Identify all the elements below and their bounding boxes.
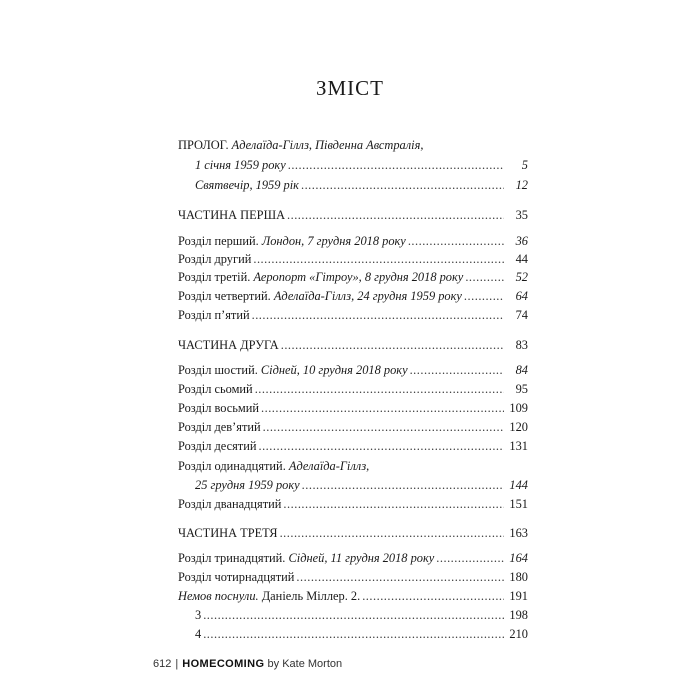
toc-page-number: 191 [509,589,528,603]
toc-page-number: 83 [515,338,528,352]
toc-entry-title [178,525,278,542]
toc-leader-dots [203,607,504,624]
toc-page-number: 164 [509,551,528,565]
toc-leader-dots [255,381,504,398]
toc-entry [178,569,528,586]
toc-entry [178,288,528,305]
toc-entry [178,477,528,494]
footer-author: by Kate Morton [267,658,343,670]
table-of-contents [178,0,528,700]
toc-leader-dots [301,177,504,194]
toc-entry-title [178,419,261,436]
footer-book-title: HOMECOMING [182,658,265,670]
toc-leader-dots [287,207,504,224]
toc-entry-title [178,381,253,398]
toc-entry-title [178,588,360,605]
toc-leader-dots [283,496,504,513]
toc-leader-dots [263,419,504,436]
toc-leader-dots [280,525,504,542]
toc-entry [178,137,528,154]
toc-entry [178,233,528,250]
toc-entry-label: Розділ тринадцятий. [178,551,286,565]
toc-entry-title [178,251,251,268]
toc-leader-dots [288,157,504,174]
toc-page-number: 44 [515,252,528,266]
toc-entry-subtitle: Немов поснули. [178,589,259,603]
toc-page-number: 12 [515,178,528,192]
toc-entry-title [178,207,285,224]
toc-entry-label: Розділ сьомий [178,382,253,396]
toc-entry-label: Розділ четвертий. [178,289,271,303]
toc-entry-title [178,550,434,567]
toc-entry [178,400,528,417]
toc-entry-title [178,157,286,174]
toc-entry-label: Розділ шостий. [178,363,258,377]
toc-entry [178,626,528,643]
toc-page-number: 210 [509,627,528,641]
toc-entry [178,550,528,567]
toc-entry-title [178,233,406,250]
toc-entry [178,269,528,286]
toc-entry [178,458,528,475]
toc-entry-subtitle: Аделаїда-Гіллз, Південна Австралія, [231,138,424,152]
toc-page-number: 180 [509,570,528,584]
toc-page-number: 64 [515,289,528,303]
toc-entry-label: ЧАСТИНА ТРЕТЯ [178,526,278,540]
toc-entry-label: Розділ одинадцятий. [178,459,286,473]
toc-entry-subtitle: Сідней, 11 грудня 2018 року [288,551,435,565]
toc-leader-dots [362,588,504,605]
toc-entry-title [178,626,201,643]
toc-page-number: 151 [509,497,528,511]
toc-entry [178,177,528,194]
toc-entry-subtitle: Сідней, 10 грудня 2018 року [260,363,408,377]
toc-page-number: 198 [509,608,528,622]
toc-entry-title [178,477,300,494]
toc-entry-label: Розділ другий [178,252,252,266]
toc-page-number: 144 [509,478,528,492]
toc-page-number: 163 [509,526,528,540]
toc-page-number: 131 [509,439,528,453]
toc-entry-label: Розділ перший. [178,234,259,248]
toc-entry [178,157,528,174]
toc-page-number: 95 [515,382,528,396]
toc-entry-subtitle: Аделаїда-Гіллз, 24 грудня 1959 року [273,289,462,303]
toc-entry-title [178,569,294,586]
toc-entry [178,381,528,398]
toc-entry-subtitle: Аделаїда-Гіллз, [288,459,370,473]
footer-separator: | [175,658,179,670]
toc-entry [178,337,528,354]
toc-entry [178,588,528,605]
toc-entry-label: Розділ десятий [178,439,257,453]
toc-page-number: 120 [509,420,528,434]
toc-leader-dots [261,400,504,417]
toc-leader-dots [258,438,504,455]
footer-page-number: 612 [153,658,172,670]
toc-leader-dots [464,288,504,305]
toc-leader-dots [436,550,504,567]
toc-entry-title [178,607,201,624]
page-title: ЗМІСТ [315,76,385,100]
toc-entry-title [178,496,281,513]
toc-entry-title [178,362,408,379]
toc-page-number: 35 [515,208,528,222]
toc-entry-subtitle: Святвечір, 1959 рік [195,178,299,192]
toc-entry [178,307,528,324]
toc-entry-suffix: 3 [195,608,202,622]
toc-page-number: 5 [521,158,528,172]
toc-entry-label: Розділ третій. [178,270,251,284]
toc-leader-dots [302,477,504,494]
toc-entry [178,207,528,224]
toc-entry-title [178,438,256,455]
toc-entry-title [178,337,279,354]
toc-leader-dots [203,626,504,643]
toc-entry-subtitle: Аеропорт «Гітроу», 8 грудня 2018 року [253,270,464,284]
toc-entry [178,607,528,624]
toc-entry [178,362,528,379]
toc-entry-suffix: Даніель Міллер. 2. [261,589,361,603]
toc-entry-subtitle: 1 січня 1959 року [195,158,286,172]
toc-leader-dots [408,233,504,250]
toc-entry [178,496,528,513]
toc-page-number: 74 [515,308,528,322]
toc-entry-label: Розділ чотирнадцятий [178,570,295,584]
toc-entry [178,525,528,542]
toc-entry-label: Розділ п’ятий [178,308,250,322]
toc-leader-dots [281,337,504,354]
toc-entry-title [178,137,423,154]
toc-entry [178,438,528,455]
toc-entry [178,251,528,268]
toc-leader-dots [296,569,504,586]
toc-leader-dots [465,269,504,286]
toc-entry-title [178,400,259,417]
toc-entry-label: Розділ дванадцятий [178,497,282,511]
toc-entry-title [178,269,463,286]
toc-page-number: 52 [515,270,528,284]
toc-page-number: 84 [515,363,528,377]
toc-entry-title [178,458,369,475]
toc-entry-label: Розділ восьмий [178,401,259,415]
toc-entry-subtitle: 25 грудня 1959 року [195,478,300,492]
toc-entry-label: Розділ дев’ятий [178,420,261,434]
toc-leader-dots [410,362,504,379]
toc-entry-title [178,288,462,305]
toc-page-number: 36 [515,234,528,248]
page-footer [153,658,342,670]
toc-leader-dots [252,307,504,324]
toc-entry-label: ЧАСТИНА ДРУГА [178,338,279,352]
toc-entry-subtitle: Лондон, 7 грудня 2018 року [261,234,406,248]
toc-page-number: 109 [509,401,528,415]
toc-leader-dots [253,251,504,268]
toc-entry-suffix: 4 [195,627,202,641]
toc-entry-title [178,307,250,324]
toc-entry-label: ПРОЛОГ. [178,138,229,152]
toc-entry-label: ЧАСТИНА ПЕРША [178,208,286,222]
toc-entry [178,419,528,436]
toc-entry-title [178,177,299,194]
